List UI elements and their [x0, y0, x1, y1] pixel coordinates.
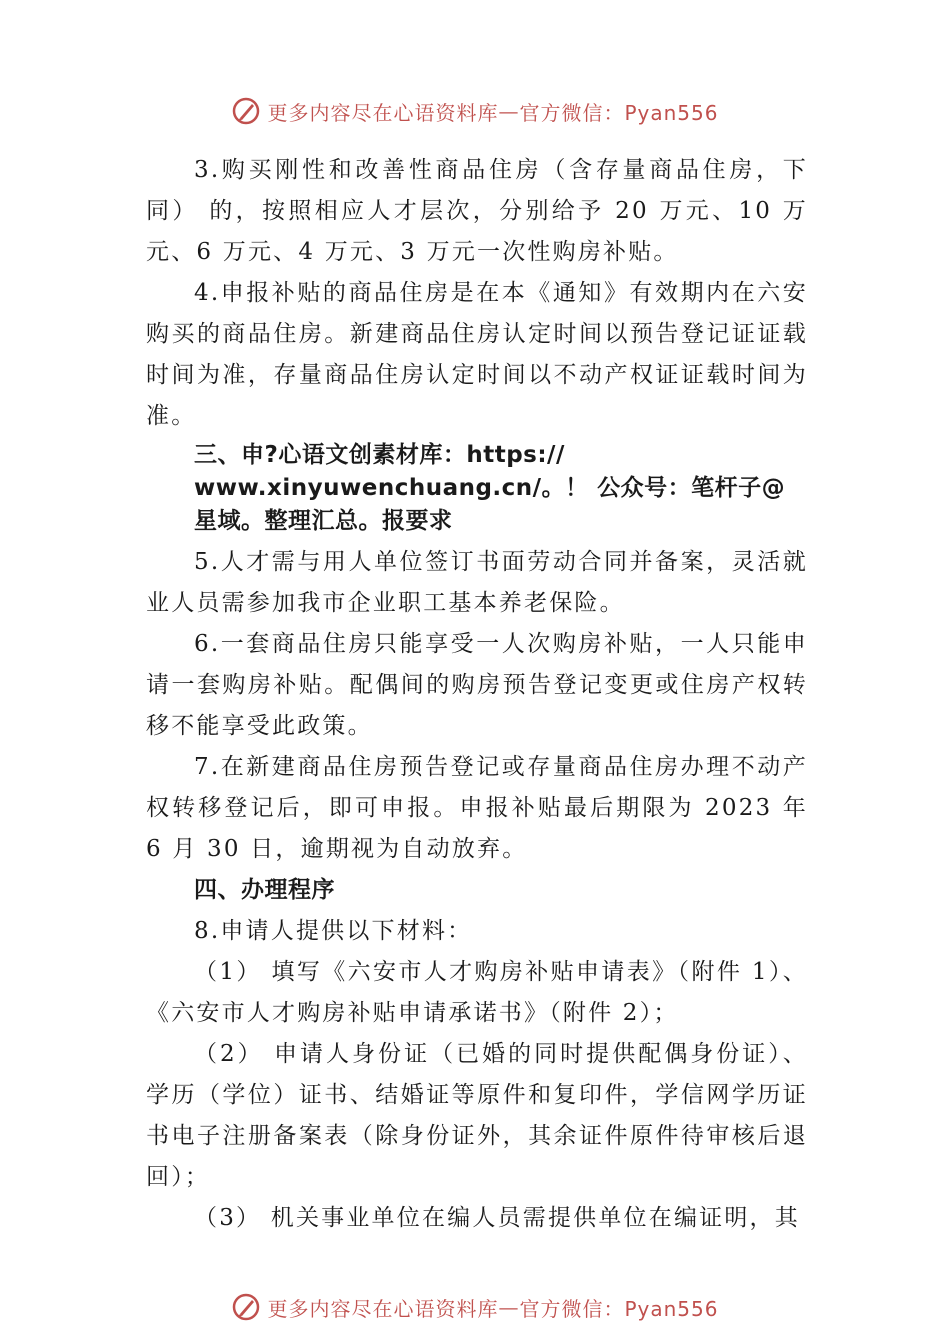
- section-heading-3: 三、申?心语文创素材库：https:// www.xinyuwenchuang.cn/。！ 公众号：笔杆子@星域。整理汇总。报要求: [194, 442, 786, 534]
- paragraph-7: 7.在新建商品住房预告登记或存量商品住房办理不动产权转移登记后，即可申报。申报补贴最后期限为 2023 年 6 月 30 日，逾期视为自动放弃。: [146, 754, 808, 862]
- section-heading-4: 四、办理程序: [194, 877, 335, 903]
- watermark-separator: —: [498, 1295, 520, 1319]
- paragraph-8: 8.申请人提供以下材料：: [194, 918, 473, 944]
- footer-watermark: [0, 1292, 950, 1322]
- paragraph-5: 5.人才需与用人单位签订书面劳动合同并备案，灵活就业人员需参加我市企业职工基本养老保险。: [146, 549, 808, 616]
- header-watermark: [0, 96, 950, 126]
- list-item-1: （1） 填写《六安市人才购房补贴申请表》（附件 1）、《六安市人才购房补贴申请承诺书》（附件 2）；: [146, 959, 808, 1026]
- paragraph-6: 6.一套商品住房只能享受一人次购房补贴，一人只能申请一套购房补贴。配偶间的购房预告登记变更或住房产权转移不能享受此政策。: [146, 631, 808, 739]
- paragraph-3: 3.购买刚性和改善性商品住房（含存量商品住房，下同） 的，按照相应人才层次，分别给予 20 万元、10 万元、6 万元、4 万元、3 万元一次性购房补贴。: [146, 157, 808, 265]
- watermark-separator: —: [498, 99, 520, 123]
- watermark-brand: 更多内容尽在心语资料库: [267, 1296, 499, 1321]
- pen-logo-icon: [231, 96, 261, 126]
- document-body: [146, 150, 808, 1239]
- list-item-3: （3） 机关事业单位在编人员需提供单位在编证明，其: [194, 1205, 800, 1231]
- paragraph-4: 4.申报补贴的商品住房是在本《通知》有效期内在六安购买的商品住房。新建商品住房认定时间以预告登记证证载时间为准，存量商品住房认定时间以不动产权证证载时间为准。: [146, 280, 808, 429]
- watermark-brand: 更多内容尽在心语资料库: [267, 100, 499, 125]
- watermark-official: 官方微信：Pyan556: [519, 1296, 719, 1321]
- pen-logo-icon: [231, 1292, 261, 1322]
- list-item-2: （2） 申请人身份证（已婚的同时提供配偶身份证）、学历（学位）证书、结婚证等原件和复印件，学信网学历证书电子注册备案表（除身份证外，其余证件原件待审核后退回）；: [146, 1041, 808, 1190]
- watermark-official: 官方微信：Pyan556: [519, 100, 719, 125]
